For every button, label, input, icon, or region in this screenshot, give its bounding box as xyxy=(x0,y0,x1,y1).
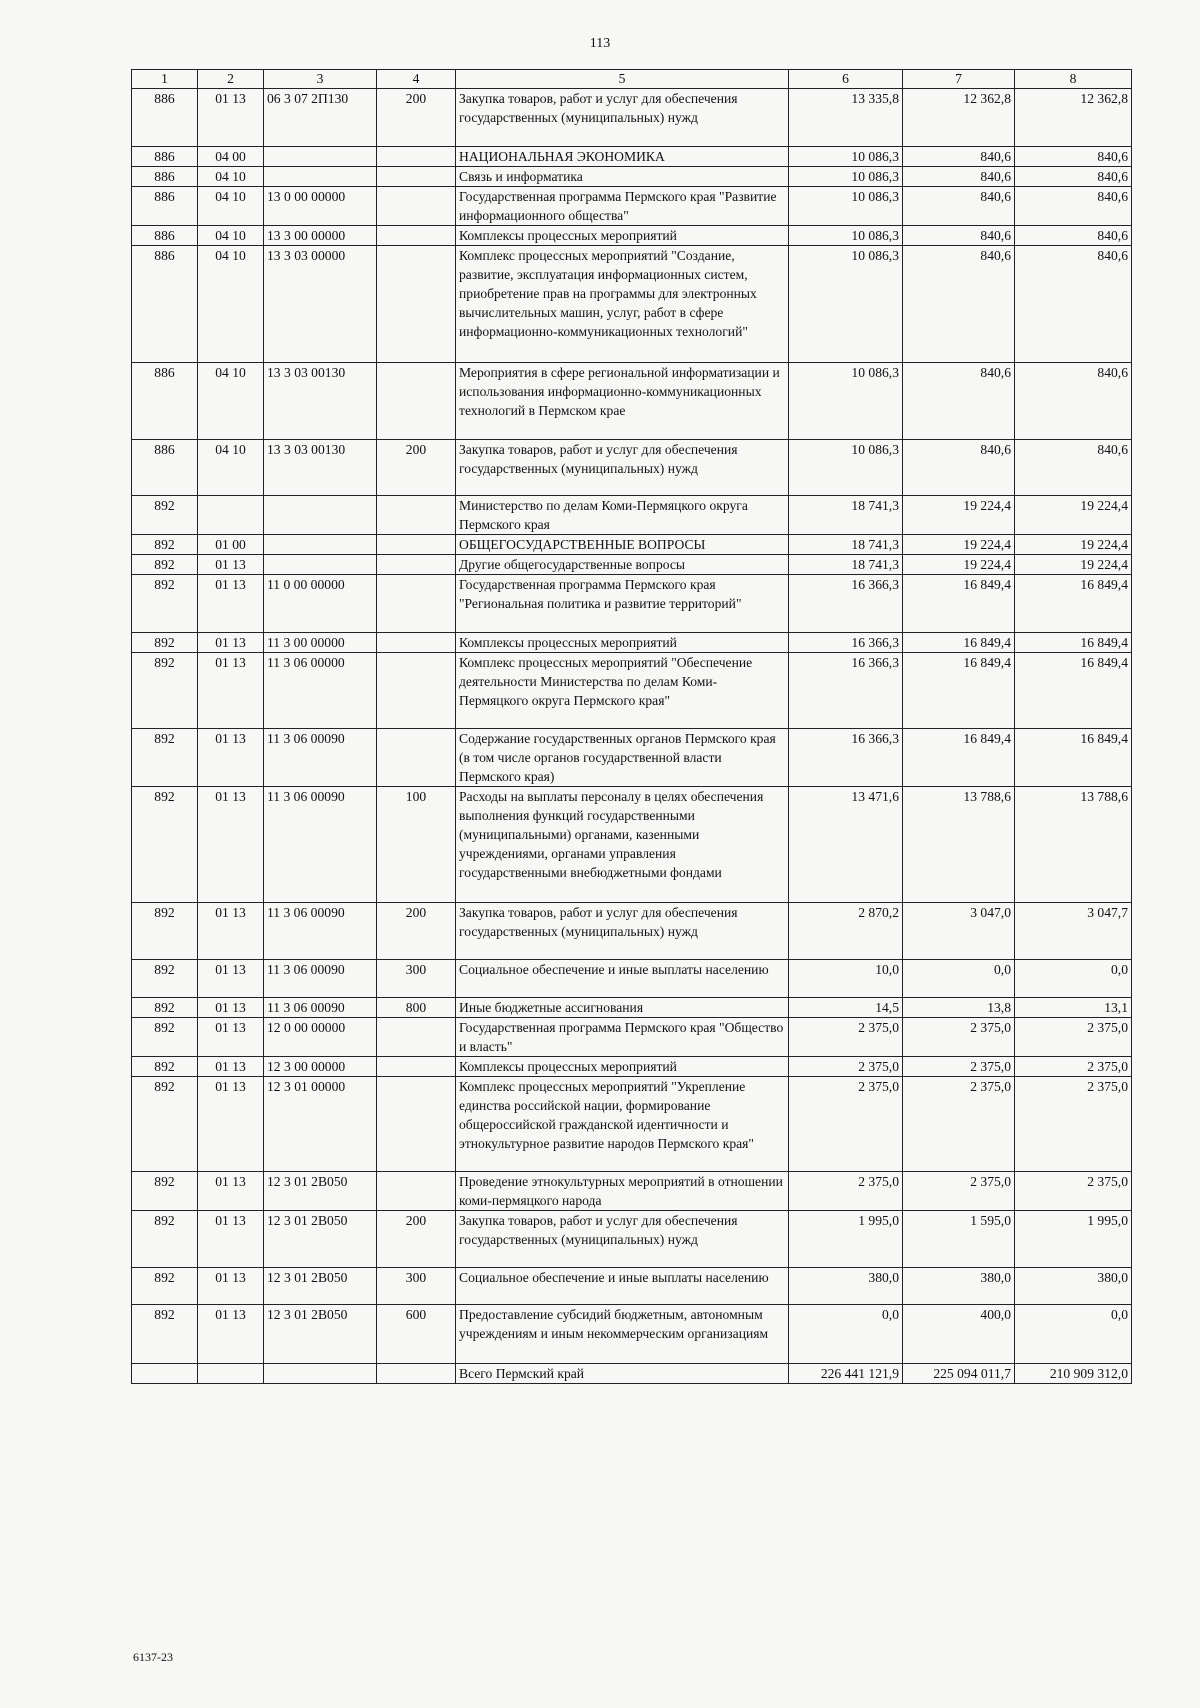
amount-year1-cell: 1 995,0 xyxy=(789,1211,903,1268)
amount-year2-cell: 19 224,4 xyxy=(903,496,1015,535)
item-name-cell: Социальное обеспечение и иные выплаты населению xyxy=(456,1268,789,1305)
column-header: 8 xyxy=(1015,70,1132,89)
target-article-cell xyxy=(264,167,377,187)
amount-year3-cell: 210 909 312,0 xyxy=(1015,1364,1132,1384)
amount-year2-cell: 19 224,4 xyxy=(903,535,1015,555)
target-article-cell xyxy=(264,1364,377,1384)
table-row xyxy=(132,226,1132,246)
amount-year3-cell: 16 849,4 xyxy=(1015,653,1132,729)
item-name-cell: Иные бюджетные ассигнования xyxy=(456,998,789,1018)
ministry-code-cell: 886 xyxy=(132,147,198,167)
table-row xyxy=(132,653,1132,729)
amount-year3-cell: 380,0 xyxy=(1015,1268,1132,1305)
item-name-cell: Государственная программа Пермского края "Региональная политика и развитие территорий" xyxy=(456,575,789,633)
amount-year1-cell: 13 471,6 xyxy=(789,787,903,903)
amount-year2-cell: 16 849,4 xyxy=(903,653,1015,729)
amount-year3-cell: 840,6 xyxy=(1015,226,1132,246)
item-name-cell: Закупка товаров, работ и услуг для обеспечения государственных (муниципальных) нужд xyxy=(456,903,789,960)
amount-year1-cell: 2 870,2 xyxy=(789,903,903,960)
expense-type-cell xyxy=(377,575,456,633)
column-header: 4 xyxy=(377,70,456,89)
amount-year2-cell: 0,0 xyxy=(903,960,1015,998)
table-row xyxy=(132,903,1132,960)
table-row xyxy=(132,187,1132,226)
target-article-cell: 11 3 06 00000 xyxy=(264,653,377,729)
expense-type-cell: 300 xyxy=(377,960,456,998)
target-article-cell: 11 3 06 00090 xyxy=(264,960,377,998)
amount-year2-cell: 19 224,4 xyxy=(903,555,1015,575)
ministry-code-cell: 892 xyxy=(132,903,198,960)
expense-type-cell xyxy=(377,363,456,440)
section-code-cell: 01 13 xyxy=(198,998,264,1018)
target-article-cell: 12 3 01 2B050 xyxy=(264,1305,377,1364)
ministry-code-cell: 892 xyxy=(132,960,198,998)
expense-type-cell: 300 xyxy=(377,1268,456,1305)
amount-year1-cell: 2 375,0 xyxy=(789,1077,903,1172)
item-name-cell: Проведение этнокультурных мероприятий в отношении коми-пермяцкого народа xyxy=(456,1172,789,1211)
table-row xyxy=(132,496,1132,535)
section-code-cell: 04 00 xyxy=(198,147,264,167)
amount-year2-cell: 16 849,4 xyxy=(903,575,1015,633)
amount-year3-cell: 19 224,4 xyxy=(1015,496,1132,535)
column-header: 2 xyxy=(198,70,264,89)
section-code-cell: 04 10 xyxy=(198,187,264,226)
expense-type-cell: 200 xyxy=(377,903,456,960)
ministry-code-cell: 892 xyxy=(132,1305,198,1364)
amount-year1-cell: 18 741,3 xyxy=(789,555,903,575)
ministry-code-cell: 892 xyxy=(132,729,198,787)
amount-year3-cell: 19 224,4 xyxy=(1015,535,1132,555)
section-code-cell xyxy=(198,1364,264,1384)
table-row xyxy=(132,147,1132,167)
amount-year3-cell: 12 362,8 xyxy=(1015,89,1132,147)
expense-type-cell xyxy=(377,246,456,363)
item-name-cell: Другие общегосударственные вопросы xyxy=(456,555,789,575)
target-article-cell: 13 3 03 00130 xyxy=(264,440,377,496)
target-article-cell: 12 3 01 2B050 xyxy=(264,1172,377,1211)
amount-year3-cell: 13,1 xyxy=(1015,998,1132,1018)
section-code-cell: 04 10 xyxy=(198,246,264,363)
target-article-cell: 13 0 00 00000 xyxy=(264,187,377,226)
ministry-code-cell: 886 xyxy=(132,187,198,226)
amount-year3-cell: 3 047,7 xyxy=(1015,903,1132,960)
section-code-cell: 04 10 xyxy=(198,226,264,246)
target-article-cell: 11 3 00 00000 xyxy=(264,633,377,653)
amount-year1-cell: 13 335,8 xyxy=(789,89,903,147)
item-name-cell: Комплекс процессных мероприятий "Укрепление единства российской нации, формирование общероссийской гражданской идентичности и этнокультурное развитие народов Пермского края" xyxy=(456,1077,789,1172)
table-row xyxy=(132,1305,1132,1364)
section-code-cell: 01 13 xyxy=(198,1172,264,1211)
item-name-cell: Комплекс процессных мероприятий "Создание, развитие, эксплуатация информационных систем, приобретение прав на программы для электронных вычислительных машин, услуг, работ в сфере информационно-коммуникационных технологий" xyxy=(456,246,789,363)
amount-year1-cell: 10 086,3 xyxy=(789,440,903,496)
amount-year2-cell: 840,6 xyxy=(903,147,1015,167)
section-code-cell: 01 13 xyxy=(198,653,264,729)
ministry-code-cell: 892 xyxy=(132,575,198,633)
section-code-cell: 01 13 xyxy=(198,575,264,633)
amount-year3-cell: 2 375,0 xyxy=(1015,1172,1132,1211)
amount-year2-cell: 840,6 xyxy=(903,440,1015,496)
amount-year3-cell: 840,6 xyxy=(1015,167,1132,187)
expense-type-cell xyxy=(377,1018,456,1057)
section-code-cell: 01 13 xyxy=(198,89,264,147)
amount-year1-cell: 10 086,3 xyxy=(789,226,903,246)
amount-year1-cell: 16 366,3 xyxy=(789,653,903,729)
ministry-code-cell: 886 xyxy=(132,89,198,147)
table-row xyxy=(132,246,1132,363)
expense-type-cell xyxy=(377,535,456,555)
item-name-cell: Закупка товаров, работ и услуг для обеспечения государственных (муниципальных) нужд xyxy=(456,89,789,147)
ministry-code-cell: 892 xyxy=(132,1018,198,1057)
column-header: 7 xyxy=(903,70,1015,89)
expense-type-cell xyxy=(377,1077,456,1172)
target-article-cell: 12 3 01 00000 xyxy=(264,1077,377,1172)
amount-year1-cell: 10 086,3 xyxy=(789,187,903,226)
target-article-cell: 12 3 01 2B050 xyxy=(264,1268,377,1305)
ministry-code-cell xyxy=(132,1364,198,1384)
amount-year3-cell: 2 375,0 xyxy=(1015,1057,1132,1077)
table-row xyxy=(132,1268,1132,1305)
ministry-code-cell: 892 xyxy=(132,998,198,1018)
ministry-code-cell: 892 xyxy=(132,1077,198,1172)
ministry-code-cell: 886 xyxy=(132,246,198,363)
amount-year3-cell: 13 788,6 xyxy=(1015,787,1132,903)
amount-year2-cell: 840,6 xyxy=(903,167,1015,187)
amount-year3-cell: 2 375,0 xyxy=(1015,1018,1132,1057)
amount-year1-cell: 10,0 xyxy=(789,960,903,998)
section-code-cell: 01 13 xyxy=(198,633,264,653)
ministry-code-cell: 886 xyxy=(132,363,198,440)
expense-type-cell xyxy=(377,633,456,653)
target-article-cell xyxy=(264,535,377,555)
item-name-cell: Связь и информатика xyxy=(456,167,789,187)
amount-year1-cell: 16 366,3 xyxy=(789,729,903,787)
table-row xyxy=(132,89,1132,147)
amount-year2-cell: 840,6 xyxy=(903,226,1015,246)
expense-type-cell xyxy=(377,1057,456,1077)
ministry-code-cell: 892 xyxy=(132,496,198,535)
header-row xyxy=(132,70,1132,89)
amount-year1-cell: 18 741,3 xyxy=(789,535,903,555)
item-name-cell: НАЦИОНАЛЬНАЯ ЭКОНОМИКА xyxy=(456,147,789,167)
total-row xyxy=(132,1364,1132,1384)
amount-year3-cell: 1 995,0 xyxy=(1015,1211,1132,1268)
amount-year1-cell: 0,0 xyxy=(789,1305,903,1364)
target-article-cell: 11 3 06 00090 xyxy=(264,787,377,903)
amount-year3-cell: 16 849,4 xyxy=(1015,575,1132,633)
section-code-cell: 01 13 xyxy=(198,1018,264,1057)
table-row xyxy=(132,1057,1132,1077)
amount-year2-cell: 840,6 xyxy=(903,187,1015,226)
ministry-code-cell: 892 xyxy=(132,633,198,653)
amount-year3-cell: 840,6 xyxy=(1015,440,1132,496)
expense-type-cell: 800 xyxy=(377,998,456,1018)
table-row xyxy=(132,575,1132,633)
column-header: 3 xyxy=(264,70,377,89)
amount-year2-cell: 2 375,0 xyxy=(903,1077,1015,1172)
table-row xyxy=(132,960,1132,998)
ministry-code-cell: 892 xyxy=(132,1211,198,1268)
amount-year1-cell: 18 741,3 xyxy=(789,496,903,535)
amount-year2-cell: 3 047,0 xyxy=(903,903,1015,960)
expense-type-cell xyxy=(377,729,456,787)
item-name-cell: Комплекс процессных мероприятий "Обеспечение деятельности Министерства по делам Коми-Пермяцкого округа Пермского края" xyxy=(456,653,789,729)
ministry-code-cell: 892 xyxy=(132,1172,198,1211)
table-row xyxy=(132,363,1132,440)
section-code-cell xyxy=(198,496,264,535)
item-name-cell: Министерство по делам Коми-Пермяцкого округа Пермского края xyxy=(456,496,789,535)
amount-year3-cell: 840,6 xyxy=(1015,187,1132,226)
ministry-code-cell: 892 xyxy=(132,653,198,729)
section-code-cell: 01 13 xyxy=(198,1057,264,1077)
table-row xyxy=(132,1077,1132,1172)
section-code-cell: 01 13 xyxy=(198,1211,264,1268)
item-name-cell: Мероприятия в сфере региональной информатизации и использования информационно-коммуникационных технологий в Пермском крае xyxy=(456,363,789,440)
ministry-code-cell: 886 xyxy=(132,440,198,496)
expense-type-cell xyxy=(377,147,456,167)
expense-type-cell: 600 xyxy=(377,1305,456,1364)
item-name-cell: Расходы на выплаты персоналу в целях обеспечения выполнения функций государственными (муниципальными) органами, казенными учреждениями, органами управления государственными внебюджетными фондами xyxy=(456,787,789,903)
amount-year3-cell: 16 849,4 xyxy=(1015,633,1132,653)
amount-year2-cell: 13,8 xyxy=(903,998,1015,1018)
target-article-cell: 12 0 00 00000 xyxy=(264,1018,377,1057)
section-code-cell: 04 10 xyxy=(198,167,264,187)
section-code-cell: 01 13 xyxy=(198,1268,264,1305)
amount-year2-cell: 380,0 xyxy=(903,1268,1015,1305)
target-article-cell xyxy=(264,147,377,167)
amount-year2-cell: 16 849,4 xyxy=(903,729,1015,787)
amount-year1-cell: 14,5 xyxy=(789,998,903,1018)
target-article-cell: 12 3 00 00000 xyxy=(264,1057,377,1077)
expense-type-cell xyxy=(377,1172,456,1211)
section-code-cell: 01 00 xyxy=(198,535,264,555)
amount-year1-cell: 16 366,3 xyxy=(789,575,903,633)
amount-year3-cell: 840,6 xyxy=(1015,246,1132,363)
target-article-cell xyxy=(264,555,377,575)
amount-year1-cell: 10 086,3 xyxy=(789,246,903,363)
expense-type-cell xyxy=(377,555,456,575)
section-code-cell: 01 13 xyxy=(198,1305,264,1364)
target-article-cell: 11 0 00 00000 xyxy=(264,575,377,633)
ministry-code-cell: 892 xyxy=(132,1268,198,1305)
amount-year2-cell: 12 362,8 xyxy=(903,89,1015,147)
page-number: 113 xyxy=(589,36,611,51)
table-row xyxy=(132,1211,1132,1268)
expense-type-cell: 100 xyxy=(377,787,456,903)
table-row xyxy=(132,440,1132,496)
section-code-cell: 01 13 xyxy=(198,1077,264,1172)
amount-year2-cell: 2 375,0 xyxy=(903,1057,1015,1077)
amount-year1-cell: 2 375,0 xyxy=(789,1057,903,1077)
target-article-cell: 13 3 03 00130 xyxy=(264,363,377,440)
section-code-cell: 04 10 xyxy=(198,363,264,440)
expense-type-cell xyxy=(377,496,456,535)
amount-year2-cell: 225 094 011,7 xyxy=(903,1364,1015,1384)
amount-year3-cell: 19 224,4 xyxy=(1015,555,1132,575)
target-article-cell: 12 3 01 2B050 xyxy=(264,1211,377,1268)
table-row xyxy=(132,998,1132,1018)
item-name-cell: Государственная программа Пермского края "Развитие информационного общества" xyxy=(456,187,789,226)
table-row xyxy=(132,787,1132,903)
table-row xyxy=(132,1172,1132,1211)
table-row xyxy=(132,535,1132,555)
item-name-cell: Комплексы процессных мероприятий xyxy=(456,1057,789,1077)
section-code-cell: 04 10 xyxy=(198,440,264,496)
expense-type-cell xyxy=(377,226,456,246)
amount-year1-cell: 2 375,0 xyxy=(789,1172,903,1211)
table-row xyxy=(132,167,1132,187)
section-code-cell: 01 13 xyxy=(198,555,264,575)
expense-type-cell xyxy=(377,653,456,729)
item-name-cell: Государственная программа Пермского края "Общество и власть" xyxy=(456,1018,789,1057)
target-article-cell xyxy=(264,496,377,535)
column-header: 1 xyxy=(132,70,198,89)
section-code-cell: 01 13 xyxy=(198,729,264,787)
amount-year1-cell: 16 366,3 xyxy=(789,633,903,653)
amount-year1-cell: 2 375,0 xyxy=(789,1018,903,1057)
item-name-cell: Закупка товаров, работ и услуг для обеспечения государственных (муниципальных) нужд xyxy=(456,1211,789,1268)
column-header: 5 xyxy=(456,70,789,89)
amount-year1-cell: 226 441 121,9 xyxy=(789,1364,903,1384)
ministry-code-cell: 886 xyxy=(132,167,198,187)
item-name-cell: Социальное обеспечение и иные выплаты населению xyxy=(456,960,789,998)
amount-year3-cell: 0,0 xyxy=(1015,1305,1132,1364)
expense-type-cell xyxy=(377,1364,456,1384)
target-article-cell: 11 3 06 00090 xyxy=(264,903,377,960)
ministry-code-cell: 886 xyxy=(132,226,198,246)
ministry-code-cell: 892 xyxy=(132,787,198,903)
item-name-cell: ОБЩЕГОСУДАРСТВЕННЫЕ ВОПРОСЫ xyxy=(456,535,789,555)
amount-year3-cell: 2 375,0 xyxy=(1015,1077,1132,1172)
amount-year2-cell: 400,0 xyxy=(903,1305,1015,1364)
amount-year2-cell: 840,6 xyxy=(903,363,1015,440)
amount-year3-cell: 840,6 xyxy=(1015,147,1132,167)
table-row xyxy=(132,1018,1132,1057)
column-header: 6 xyxy=(789,70,903,89)
expense-type-cell: 200 xyxy=(377,440,456,496)
amount-year2-cell: 16 849,4 xyxy=(903,633,1015,653)
table-row xyxy=(132,633,1132,653)
table-row xyxy=(132,729,1132,787)
target-article-cell: 13 3 00 00000 xyxy=(264,226,377,246)
amount-year2-cell: 2 375,0 xyxy=(903,1172,1015,1211)
item-name-cell: Всего Пермский край xyxy=(456,1364,789,1384)
expense-type-cell: 200 xyxy=(377,89,456,147)
item-name-cell: Комплексы процессных мероприятий xyxy=(456,633,789,653)
item-name-cell: Содержание государственных органов Пермского края (в том числе органов государственной власти Пермского края) xyxy=(456,729,789,787)
section-code-cell: 01 13 xyxy=(198,787,264,903)
table-body xyxy=(132,89,1132,1384)
amount-year1-cell: 10 086,3 xyxy=(789,147,903,167)
section-code-cell: 01 13 xyxy=(198,903,264,960)
document-code: 6137-23 xyxy=(133,1650,173,1664)
expense-type-cell xyxy=(377,167,456,187)
item-name-cell: Комплексы процессных мероприятий xyxy=(456,226,789,246)
target-article-cell: 13 3 03 00000 xyxy=(264,246,377,363)
section-code-cell: 01 13 xyxy=(198,960,264,998)
amount-year1-cell: 10 086,3 xyxy=(789,363,903,440)
amount-year2-cell: 13 788,6 xyxy=(903,787,1015,903)
ministry-code-cell: 892 xyxy=(132,555,198,575)
amount-year1-cell: 10 086,3 xyxy=(789,167,903,187)
ministry-code-cell: 892 xyxy=(132,1057,198,1077)
amount-year1-cell: 380,0 xyxy=(789,1268,903,1305)
amount-year3-cell: 0,0 xyxy=(1015,960,1132,998)
target-article-cell: 06 3 07 2П130 xyxy=(264,89,377,147)
expense-type-cell xyxy=(377,187,456,226)
amount-year2-cell: 2 375,0 xyxy=(903,1018,1015,1057)
item-name-cell: Закупка товаров, работ и услуг для обеспечения государственных (муниципальных) нужд xyxy=(456,440,789,496)
target-article-cell: 11 3 06 00090 xyxy=(264,998,377,1018)
target-article-cell: 11 3 06 00090 xyxy=(264,729,377,787)
ministry-code-cell: 892 xyxy=(132,535,198,555)
expense-type-cell: 200 xyxy=(377,1211,456,1268)
amount-year2-cell: 1 595,0 xyxy=(903,1211,1015,1268)
amount-year3-cell: 16 849,4 xyxy=(1015,729,1132,787)
item-name-cell: Предоставление субсидий бюджетным, автономным учреждениям и иным некоммерческим организациям xyxy=(456,1305,789,1364)
amount-year2-cell: 840,6 xyxy=(903,246,1015,363)
amount-year3-cell: 840,6 xyxy=(1015,363,1132,440)
table-row xyxy=(132,555,1132,575)
budget-table xyxy=(131,69,1132,1384)
